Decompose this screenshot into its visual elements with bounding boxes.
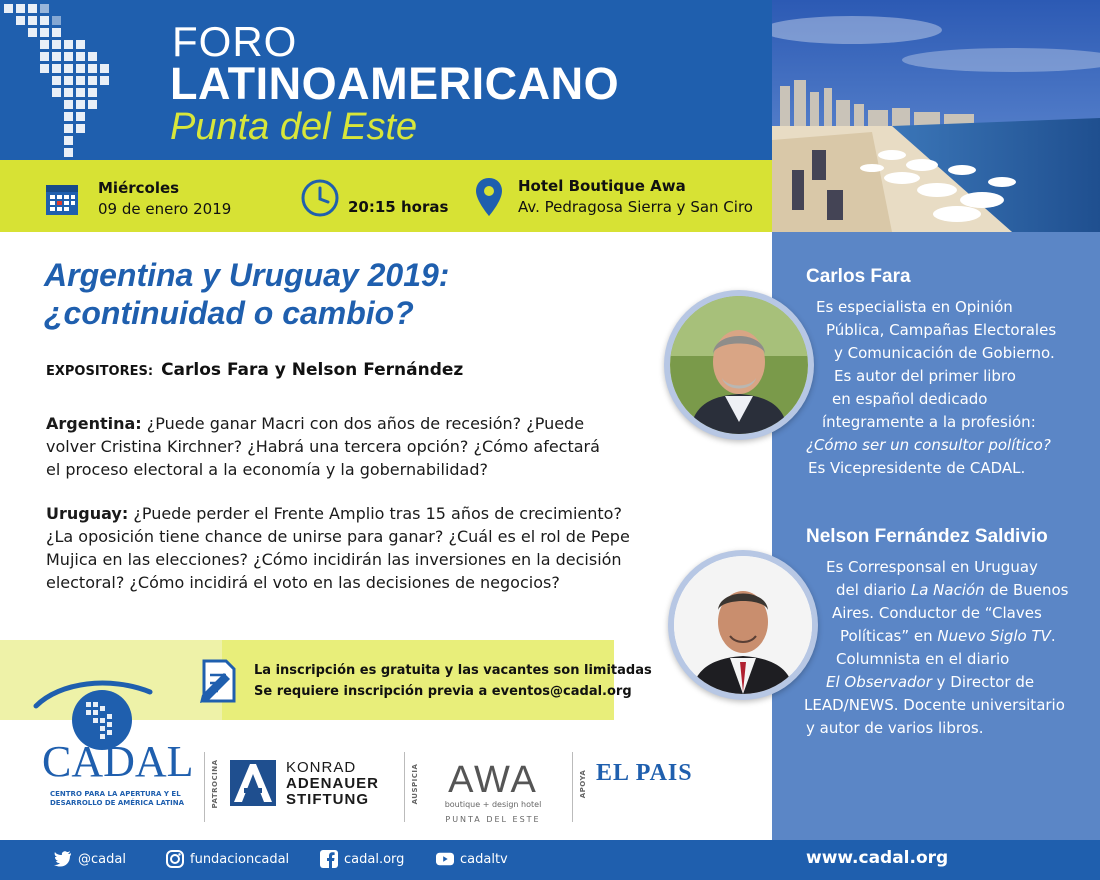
bio-text: . <box>1050 627 1056 645</box>
cadal-tagline-line: CENTRO PARA LA APERTURA Y EL <box>50 790 181 798</box>
konrad-line: ADENAUER <box>286 775 380 792</box>
facebook-link[interactable] <box>320 850 404 868</box>
speaker1-bio-line <box>806 434 1051 457</box>
divider <box>404 752 405 822</box>
konrad-line: STIFTUNG <box>286 791 369 808</box>
speaker2-bio-line: LEAD/NEWS. Docente universitario <box>804 696 1065 714</box>
venue-address: Av. Pedragosa Sierra y San Ciro <box>518 198 753 216</box>
konrad-line: KONRAD <box>286 759 357 776</box>
venue-name: Hotel Boutique Awa <box>518 177 686 195</box>
event-day: Miércoles <box>98 179 180 197</box>
instagram-link[interactable] <box>166 850 289 868</box>
speaker2-bio-line <box>836 579 1069 602</box>
bio-text: de Buenos <box>984 581 1069 599</box>
auspicia-text: AUSPICIA <box>411 763 419 805</box>
location-pin-icon <box>474 176 504 218</box>
speaker1-bio-line: Es especialista en Opinión <box>816 298 1013 316</box>
speaker2-name: Nelson Fernández Saldivio <box>806 526 1048 547</box>
speaker2-photo <box>674 556 812 694</box>
registration-line1: La inscripción es gratuita y las vacantes son limitadas <box>254 663 652 678</box>
konrad-adenauer-wordmark <box>286 760 379 808</box>
argentina-lead: Argentina: <box>46 414 142 433</box>
cadal-tagline-line: DESARROLLO DE AMÉRICA LATINA <box>50 799 185 807</box>
header-banner <box>0 0 772 160</box>
instagram-handle: fundacioncadal <box>190 851 290 867</box>
event-time <box>300 178 448 218</box>
argentina-line: volver Cristina Kirchner? ¿Habrá una tercera opción? ¿Cómo afectará <box>46 437 600 456</box>
uruguay-line: electoral? ¿Cómo incidirá el voto en las decisiones de negocios? <box>46 573 560 592</box>
speaker2-portrait <box>668 550 818 700</box>
header-title-latinoamericano: LATINOAMERICANO <box>170 58 620 109</box>
youtube-icon <box>436 850 454 868</box>
website-link[interactable]: www.cadal.org <box>806 848 949 868</box>
speaker1-bio-line: en español dedicado <box>832 390 988 408</box>
tv-channel-name: Nuevo Siglo TV <box>937 627 1051 645</box>
facebook-icon <box>320 850 338 868</box>
patrocina-label <box>208 754 222 814</box>
event-time-text: 20:15 horas <box>348 197 449 216</box>
speaker1-portrait <box>664 290 814 440</box>
speaker1-book-title: ¿Cómo ser un consultor político? <box>806 436 1051 454</box>
apoya-text: APOYA <box>579 769 587 799</box>
clock-icon <box>300 178 340 218</box>
facebook-handle: cadal.org <box>344 851 405 867</box>
speaker1-bio-line: y Comunicación de Gobierno. <box>834 344 1055 362</box>
event-venue <box>474 176 753 218</box>
awa-tagline: boutique + design hotel <box>444 800 542 809</box>
bio-text: Políticas” en <box>840 627 938 645</box>
konrad-adenauer-logo-mark <box>230 760 276 806</box>
apoya-label <box>576 754 590 814</box>
event-date <box>44 178 231 220</box>
speaker2-bio-line: Aires. Conductor de “Claves <box>832 604 1042 622</box>
el-pais-logo: EL PAIS <box>596 760 693 786</box>
awa-hotel-logo <box>428 758 558 798</box>
divider <box>572 752 573 822</box>
instagram-icon <box>166 850 184 868</box>
twitter-handle: @cadal <box>78 851 126 867</box>
uruguay-lead: Uruguay: <box>46 504 129 523</box>
registration-text <box>254 660 652 702</box>
bio-text: del diario <box>836 581 911 599</box>
youtube-link[interactable] <box>436 850 508 868</box>
header-title-foro: FORO <box>172 18 298 65</box>
youtube-handle: cadaltv <box>460 851 508 867</box>
speaker2-bio-line: y autor de varios libros. <box>806 719 984 737</box>
uruguay-line: ¿La oposición tiene chance de unirse para ganar? ¿Cuál es el rol de Pepe <box>46 527 630 546</box>
edit-form-icon <box>196 655 242 705</box>
latin-america-map-icon <box>0 0 150 160</box>
beach-photo <box>772 0 1100 232</box>
awa-location: PUNTA DEL ESTE <box>445 815 541 824</box>
speaker2-bio-line: Columnista en el diario <box>836 650 1010 668</box>
newspaper-name: La Nación <box>910 581 985 599</box>
uruguay-line: ¿Puede perder el Frente Amplio tras 15 años de crecimiento? <box>128 504 622 523</box>
argentina-line: ¿Puede ganar Macri con dos años de recesión? ¿Puede <box>141 414 585 433</box>
uruguay-line: Mujica en las elecciones? ¿Cómo incidirán las inversiones en la decisión <box>46 550 622 569</box>
newspaper-name: El Observador <box>826 673 932 691</box>
argentina-paragraph <box>46 412 636 481</box>
speaker1-bio-line: íntegramente a la profesión: <box>822 413 1036 431</box>
speaker1-bio-line: Es autor del primer libro <box>834 367 1016 385</box>
argentina-line: el proceso electoral a la economía y la gobernabilidad? <box>46 460 488 479</box>
registration-line2: Se requiere inscripción previa a <box>254 684 492 699</box>
uruguay-paragraph <box>46 502 636 594</box>
divider <box>204 752 205 822</box>
awa-wordmark: AWA <box>448 759 538 798</box>
speaker1-bio-line: Es Vicepresidente de CADAL. <box>808 459 1026 477</box>
event-title <box>44 256 604 332</box>
cadal-wordmark: CADAL <box>42 737 194 786</box>
speaker2-bio-line <box>826 671 1034 694</box>
twitter-icon <box>54 850 72 868</box>
bio-text: y Director de <box>931 673 1035 691</box>
speaker1-name: Carlos Fara <box>806 266 911 287</box>
speakers-label: EXPOSITORES: <box>46 364 154 379</box>
registration-email-link[interactable]: eventos@cadal.org <box>491 684 632 699</box>
speakers-line <box>46 360 463 380</box>
twitter-link[interactable] <box>54 850 126 868</box>
calendar-icon <box>44 181 80 217</box>
event-title-line1: Argentina y Uruguay 2019: <box>44 257 450 293</box>
event-date-text: 09 de enero 2019 <box>98 200 232 218</box>
event-title-line2: ¿continuidad o cambio? <box>44 295 414 331</box>
header-title-location: Punta del Este <box>170 106 418 148</box>
speakers-names: Carlos Fara y Nelson Fernández <box>161 360 464 380</box>
patrocina-text: PATROCINA <box>211 759 219 809</box>
speaker1-bio-line: Pública, Campañas Electorales <box>826 321 1057 339</box>
cadal-tagline <box>50 790 210 808</box>
auspicia-label <box>408 754 422 814</box>
speaker2-bio-line <box>840 625 1056 648</box>
speaker2-bio-line: Es Corresponsal en Uruguay <box>826 558 1038 576</box>
speaker1-photo <box>670 296 808 434</box>
